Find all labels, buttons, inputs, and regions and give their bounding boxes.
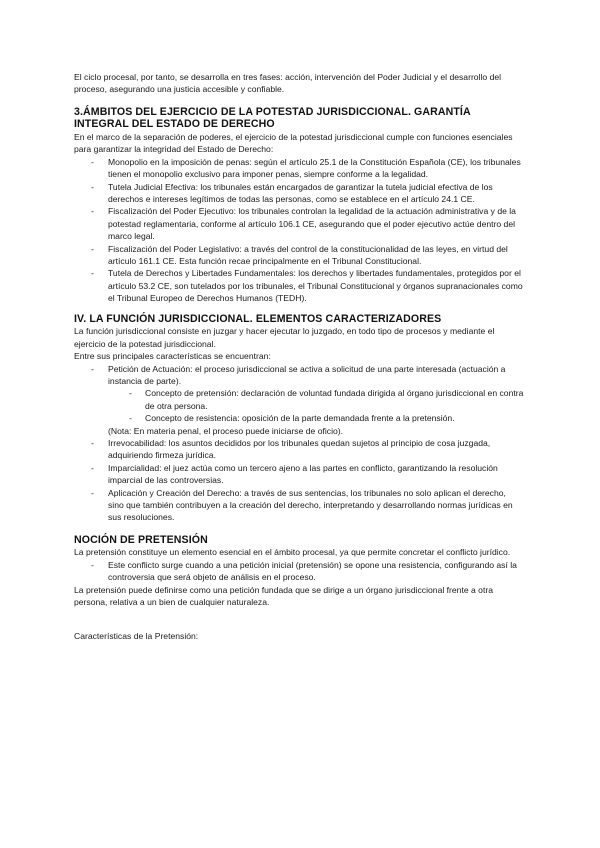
sub-list-item: - Concepto de pretensión: declaración de voluntad fundada dirigida al órgano jurisdiccional en contra de otra persona. — [129, 388, 524, 411]
section-4-lead: La función jurisdiccional consiste en juzgar y hacer ejecutar lo juzgado, en todo tipo de procesos y mediante el ejercicio de la potestad jurisdiccional. — [74, 326, 495, 349]
document-body — [74, 71, 524, 643]
section-4-heading: IV. LA FUNCIÓN JURISDICCIONAL. ELEMENTOS CARACTERIZADORES — [74, 312, 442, 325]
caracteristicas-heading: Características de la Pretensión: — [74, 631, 199, 642]
list-item: - Tutela de Derechos y Libertades Fundamentales: los derechos y libertades fundamentales, protegidos por el artículo 53.2 CE, son tutelados por los tribunales, el Tribunal Constitucional y órganos supranacionales como el Tribunal Europeo de Derechos Humanos (TEDH). — [91, 268, 523, 304]
section-4-list-rest — [74, 437, 524, 524]
pretension-heading: NOCIÓN DE PRETENSIÓN — [74, 533, 208, 546]
section-3-heading: 3.ÁMBITOS DEL EJERCICIO DE LA POTESTAD JURISDICCIONAL. GARANTÍA INTEGRAL DEL ESTADO DE DERECHO — [74, 105, 471, 131]
list-item: - Irrevocabilidad: los asuntos decididos por los tribunales quedan sujetos al principio de cosa juzgada, adquiriendo firmeza jurídica. — [91, 437, 491, 461]
section-4-lead-2: Entre sus principales características se encuentran: — [74, 351, 271, 362]
sub-list-item: - Concepto de resistencia: oposición de la parte demandada frente a la pretensión. — [129, 413, 455, 424]
intro-paragraph: El ciclo procesal, por tanto, se desarrolla en tres fases: acción, intervención del Poder Judicial y el desarrollo del proceso, asegurando una justicia accesible y confiable. — [74, 72, 502, 95]
section-3-lead: En el marco de la separación de poderes, el ejercicio de la potestad jurisdiccional cumple con funciones esenciales para garantizar la integridad del Estado de Derecho: — [74, 132, 513, 155]
section-3-list — [74, 156, 524, 305]
list-item: - Fiscalización del Poder Ejecutivo: los tribunales controlan la legalidad de la actuación administrativa y de la potestad reglamentaria, conforme al artículo 106.1 CE, asegurando que el poder ejecutivo actúe dentro del marco legal. — [91, 206, 516, 242]
list-item: - Imparcialidad: el juez actúa como un tercero ajeno a las partes en conflicto, garantizando la resolución imparcial de las controversias. — [91, 462, 498, 486]
pretension-list — [74, 559, 524, 584]
list-item: - Este conflicto surge cuando a una petición inicial (pretensión) se opone una resistencia, configurando así la controversia que será objeto de análisis en el proceso. — [91, 559, 517, 583]
list-item: - Petición de Actuación: el proceso jurisdiccional se activa a solicitud de una parte interesada (actuación a instancia de parte). — [91, 363, 506, 386]
list-item: - Monopolio en la imposición de penas: según el artículo 25.1 de la Constitución Española (CE), los tribunales tienen el monopolio exclusivo para imponer penas, siempre conforme a la legalidad. — [91, 156, 521, 180]
pretension-definition: La pretensión puede definirse como una petición fundada que se dirige a un órgano jurisdiccional frente a otra persona, relativa a un bien de cualquier naturaleza. — [74, 584, 493, 607]
section-4-list — [74, 363, 524, 425]
list-item: - Aplicación y Creación del Derecho: a través de sus sentencias, los tribunales no solo aplican el derecho, sino que también contribuyen a la creación del derecho, interpretando y desarrollando normas jurídicas en sus resoluciones. — [91, 487, 513, 523]
penal-note: (Nota: En materia penal, el proceso puede iniciarse de oficio). — [108, 425, 344, 436]
pretension-lead: La pretensión constituye un elemento esencial en el ámbito procesal, ya que permite concretar el conflicto jurídico. — [74, 547, 511, 558]
list-item: - Tutela Judicial Efectiva: los tribunales están encargados de garantizar la tutela judicial efectiva de los derechos e intereses legítimos de todas las personas, como se establece en el artículo 24.1 CE. — [91, 181, 493, 205]
list-item: - Fiscalización del Poder Legislativo: a través del control de la constitucionalidad de las leyes, en virtud del artículo 161.1 CE. Esta función recae principalmente en el Tribunal Constitucional. — [91, 243, 508, 267]
